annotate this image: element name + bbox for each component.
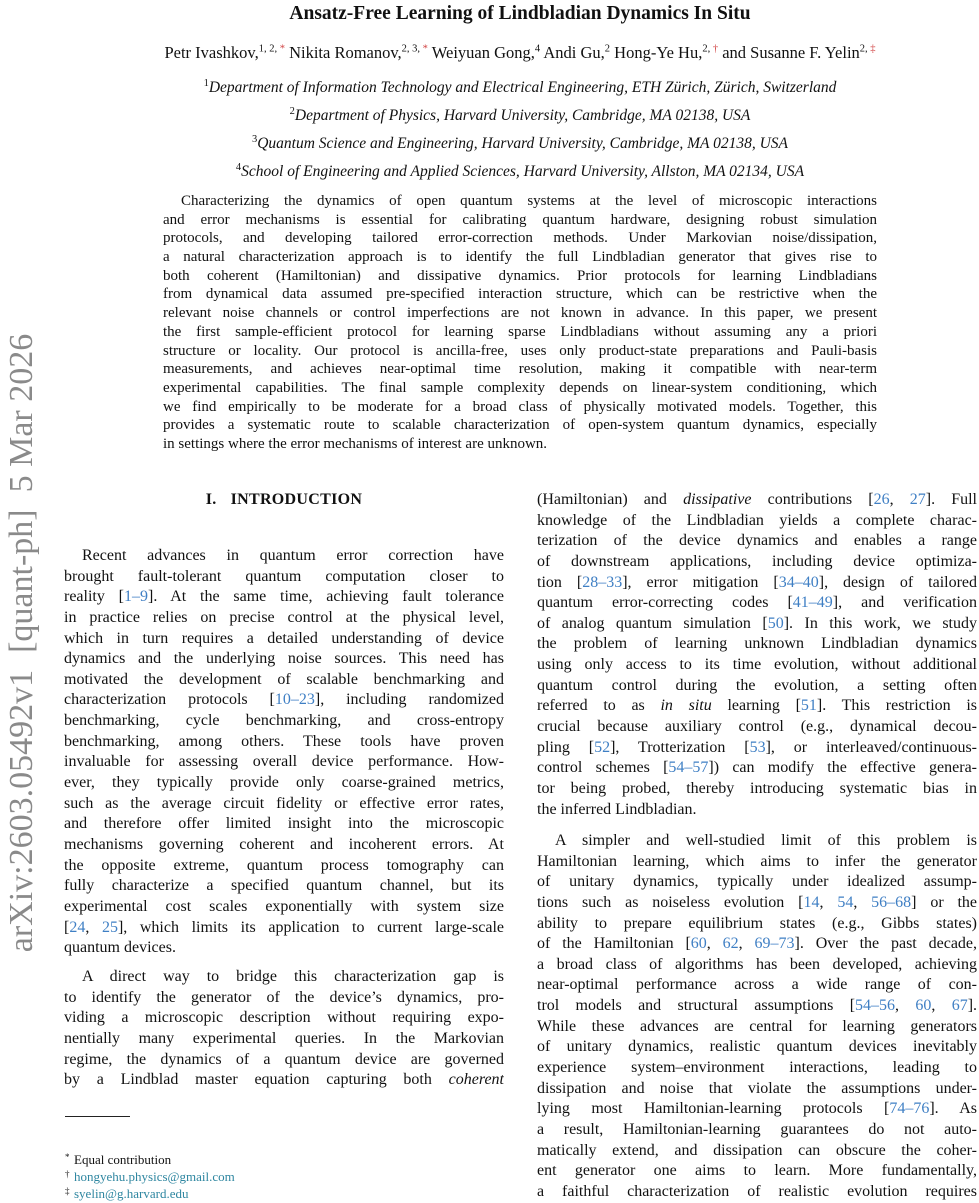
text-line: of unitary dynamics, typically under idealized assump- xyxy=(537,873,977,891)
citation-link[interactable]: 52 xyxy=(594,738,611,756)
text-line: invaluable for assessing overall device performance. How- xyxy=(64,753,504,771)
text-line: which in turn requires a detailed understanding of device xyxy=(64,629,504,647)
affiliation-numbers: 2, xyxy=(702,43,713,55)
text-line: both coherent (Hamiltonian) and dissipative dynamics. Prior protocols for learning Lindbladians xyxy=(163,267,877,284)
affiliation-number: 2 xyxy=(289,106,295,117)
section-number: I. xyxy=(205,491,217,508)
citation-link[interactable]: 24 xyxy=(69,918,86,936)
text-line: of downstream applications, including device optimiza- xyxy=(537,552,977,570)
text-line: benchmarking, cycle benchmarking, and cross-entropy xyxy=(64,712,504,730)
citation-link[interactable]: 60 xyxy=(915,997,932,1015)
text-line: and error mechanisms is essential for calibrating quantum hardware, designing robust simulation xyxy=(163,211,877,228)
citation-link[interactable]: 62 xyxy=(722,935,739,953)
text-line: using only access to its time evolution, without additional xyxy=(537,656,977,674)
affiliation-text: Quantum Science and Engineering, Harvard University, Cambridge, MA 02138, USA xyxy=(257,135,789,153)
text-line: (Hamiltonian) and dissipative contributions [26, 27]. Full xyxy=(537,491,977,508)
author-name: Hong-Ye Hu, xyxy=(610,43,703,62)
citation-link[interactable]: 54–57 xyxy=(668,759,709,777)
text-line: a faithful characterization of realistic evolution requires xyxy=(537,1182,977,1200)
footnote-mark[interactable]: * xyxy=(279,43,285,55)
text-line: a natural characterization approach is to identify the full Lindbladian generator that gives rise to xyxy=(163,249,877,266)
citation-link[interactable]: 67 xyxy=(951,997,968,1015)
text-line: quantum devices. xyxy=(64,939,176,957)
text-line: experimental cost scales exponentially with system size xyxy=(64,897,504,915)
footnote-divider xyxy=(65,1116,130,1117)
text-line: structure or locality. Our protocol is ancilla-free, uses only product-state preparations and Pauli-basis xyxy=(163,342,877,359)
footnote-mark[interactable]: * xyxy=(422,43,428,55)
text-line: motivated the development of scalable benchmarking and xyxy=(64,670,504,688)
text-line: benchmarking, among others. These tools have proven xyxy=(64,732,504,750)
text-line: measurements, and achieves near-optimal time resolution, making it compatible with near-term xyxy=(163,361,877,378)
text-line: such as the average circuit fidelity or effective error rates, xyxy=(64,794,504,812)
affiliation-number: 4 xyxy=(235,162,242,173)
affiliation xyxy=(0,106,979,125)
paper-title: Ansatz-Free Learning of Lindbladian Dynamics In Situ xyxy=(289,3,751,24)
author-list xyxy=(0,43,979,63)
citation-link[interactable]: 1–9 xyxy=(124,588,148,606)
arxiv-identifier-sidebar: arXiv:2603.05492v1 [quant-ph] 5 Mar 2026 xyxy=(3,333,40,953)
author xyxy=(164,43,285,62)
text-line: provides a systematic route to scalable characterization of open-system quantum dynamics, especially xyxy=(163,417,877,434)
section-heading-introduction xyxy=(64,490,504,510)
paragraph xyxy=(64,967,504,1091)
text-line: in practice relies on precise control at the physical level, xyxy=(64,608,504,626)
text-line: lying most Hamiltonian-learning protocols [74–76]. As xyxy=(537,1100,977,1118)
affiliation-numbers: 1, 2, xyxy=(258,43,280,55)
affiliation-number: 3 xyxy=(251,134,258,145)
footnote-mark: * xyxy=(65,1152,70,1162)
author-name: Weiyuan Gong, xyxy=(427,43,535,62)
text-line: relevant noise channels or control imperfections are not known in advance. In this paper, we present xyxy=(163,305,877,322)
text-line: and therefore offer limited insight into the microscopic xyxy=(64,815,504,833)
text-line: mechanisms governing coherent and incoherent errors. At xyxy=(64,835,504,853)
text-line: Hamiltonian learning, which aims to infer the generator xyxy=(537,852,977,870)
abstract xyxy=(163,192,877,454)
author xyxy=(610,43,718,62)
citation-link[interactable]: 50 xyxy=(767,614,784,632)
emphasis: coherent xyxy=(448,1071,504,1089)
text-line: the opposite extreme, quantum process tomography can xyxy=(64,856,504,874)
text-line: brought fault-tolerant quantum computation closer to xyxy=(64,567,504,585)
text-line: tion [28–33], error mitigation [34–40], design of tailored xyxy=(537,573,977,591)
affiliation-numbers: 4 xyxy=(534,43,541,55)
citation-link[interactable]: 41–49 xyxy=(792,594,833,612)
text-line: of the Hamiltonian [60, 62, 69–73]. Over the past decade, xyxy=(537,935,977,953)
text-line: characterization protocols [10–23], including randomized xyxy=(64,691,504,709)
text-line: tions such as noiseless evolution [14, 54, 56–68] or the xyxy=(537,893,977,911)
text-line: crucial because auxiliary control (e.g., dynamical decou- xyxy=(537,718,977,736)
citation-link[interactable]: 10–23 xyxy=(274,691,315,709)
text-line: [24, 25], which limits its application to current large-scale xyxy=(64,918,504,936)
citation-link[interactable]: 34–40 xyxy=(778,573,819,591)
author xyxy=(718,43,875,62)
citation-link[interactable]: 69–73 xyxy=(754,935,795,953)
text-line: by a Lindblad master equation capturing both coherent xyxy=(64,1071,504,1089)
author-affiliation-sup xyxy=(259,44,285,55)
text-line: referred to as in situ learning [51]. This restriction is xyxy=(537,697,977,715)
affiliation-text: Department of Physics, Harvard University, Cambridge, MA 02138, USA xyxy=(294,107,751,125)
text-line: A direct way to bridge this characterization gap is xyxy=(82,968,504,985)
affiliation xyxy=(0,162,979,181)
email-link[interactable]: syelin@g.harvard.edu xyxy=(74,1186,189,1201)
author-name: and Susanne F. Yelin xyxy=(718,43,860,62)
affiliation-text: Department of Information Technology and Electrical Engineering, ETH Zürich, Zürich, Switzerland xyxy=(208,79,837,97)
author xyxy=(540,43,610,62)
citation-link[interactable]: 56–68 xyxy=(871,893,912,911)
author-affiliation-sup xyxy=(702,44,718,55)
affiliation-text: School of Engineering and Applied Sciences, Harvard University, Allston, MA 02134, USA xyxy=(241,163,805,181)
author-name: Nikita Romanov, xyxy=(284,43,402,62)
text-line: viding a microscopic description without requiring expo- xyxy=(64,1009,504,1027)
citation-link[interactable]: 53 xyxy=(749,738,766,756)
citation-link[interactable]: 25 xyxy=(101,918,118,936)
text-line: of unitary dynamics, realistic quantum devices inevitably xyxy=(537,1038,977,1056)
footnote-email xyxy=(65,1183,189,1202)
text-line: quantum error-correcting codes [41–49], and verification xyxy=(537,594,977,612)
email-link[interactable]: hongyehu.physics@gmail.com xyxy=(74,1169,235,1184)
text-line: terization of the device dynamics and enables a range xyxy=(537,532,977,550)
emphasis: dissipative xyxy=(683,491,752,508)
text-line: Characterizing the dynamics of open quantum systems at the level of microscopic interactions xyxy=(181,193,877,209)
footnote-mark: † xyxy=(65,1169,70,1179)
text-line: in settings where the error mechanisms of interest are unknown. xyxy=(163,435,548,452)
affiliation xyxy=(0,78,979,97)
affiliation-numbers: 2 xyxy=(604,43,611,55)
text-line: control schemes [54–57]) can modify the effective genera- xyxy=(537,759,977,777)
text-line: we find empirically to be moderate for a broad class of physically motivated models. Together, this xyxy=(163,398,877,415)
text-line: While these advances are central for learning generators xyxy=(537,1017,977,1035)
author-affiliation-sup xyxy=(402,44,428,55)
affiliation xyxy=(0,134,979,153)
text-line: Recent advances in quantum error correction have xyxy=(82,547,504,564)
author xyxy=(428,43,540,62)
text-line: a broad class of algorithms has been developed, achieving xyxy=(537,955,977,973)
citation-link[interactable]: 51 xyxy=(800,697,817,715)
text-line: to identify the generator of the device’s dynamics, pro- xyxy=(64,988,504,1006)
citation-link[interactable]: 60 xyxy=(690,935,707,953)
text-line: near-optimal performance across a wide range of con- xyxy=(537,976,977,994)
text-line: knowledge of the Lindbladian yields a complete charac- xyxy=(537,511,977,529)
text-line: protocols, and developing tailored error-correction methods. Under Markovian noise/dissipation, xyxy=(163,230,877,247)
text-line: of analog quantum simulation [50]. In this work, we study xyxy=(537,614,977,632)
author xyxy=(285,43,428,62)
footnote-mark[interactable]: † xyxy=(712,43,719,55)
text-line: ent generator one aims to learn. More fundamentally, xyxy=(537,1162,977,1180)
citation-link[interactable]: 54 xyxy=(837,893,854,911)
text-line: quantum control during the evolution, a setting often xyxy=(537,676,977,694)
citation-link[interactable]: 14 xyxy=(803,893,820,911)
text-line: the inferred Lindbladian. xyxy=(537,800,697,818)
text-line: experimental capabilities. The final sample complexity depends on linear-system conditioning, which xyxy=(163,379,877,396)
paragraph xyxy=(537,831,977,1203)
text-line: experience system–environment interactions, leading to xyxy=(537,1059,977,1077)
citation-link[interactable]: 28–33 xyxy=(582,573,623,591)
affiliation-number: 1 xyxy=(203,78,209,89)
text-line: dissipation and noise that violate the assumptions under- xyxy=(537,1079,977,1097)
emphasis: in situ xyxy=(660,697,712,715)
text-line: the first sample-efficient protocol for learning sparse Lindbladians without assuming any a priori xyxy=(163,323,877,340)
footnote-mark: ‡ xyxy=(65,1186,70,1196)
text-line: from dynamical data assumed pre-specified interaction structure, which can be restrictive when the xyxy=(163,286,877,303)
paragraph xyxy=(537,490,977,820)
citation-link[interactable]: 54–56 xyxy=(855,997,896,1015)
text-line: a result, Hamiltonian-learning guarantees do not auto- xyxy=(537,1120,977,1138)
author-affiliation-sup xyxy=(860,44,876,55)
footnote-text: Equal contribution xyxy=(74,1152,172,1167)
text-line: trol models and structural assumptions [54–56, 60, 67]. xyxy=(537,997,977,1015)
text-line: reality [1–9]. At the same time, achieving fault tolerance xyxy=(64,588,504,606)
text-line: matically extend, and dissipation can obscure the coher- xyxy=(537,1141,977,1159)
text-line: fully characterize a specified quantum channel, but its xyxy=(64,877,504,895)
text-line: A simpler and well-studied limit of this problem is xyxy=(555,832,977,849)
text-line: tor being probed, thereby introducing systematic bias in xyxy=(537,779,977,797)
citation-link[interactable]: 27 xyxy=(909,491,926,508)
citation-link[interactable]: 26 xyxy=(873,491,890,508)
text-line: regime, the dynamics of a quantum device are governed xyxy=(64,1050,504,1068)
citation-link[interactable]: 74–76 xyxy=(889,1100,930,1118)
text-line: dynamics and the underlying noise sources. This need has xyxy=(64,650,504,668)
affiliation-numbers: 2, xyxy=(859,43,871,55)
paragraph xyxy=(64,546,504,959)
section-title: INTRODUCTION xyxy=(230,491,363,508)
author-name: Petr Ivashkov, xyxy=(164,43,259,62)
affiliation-numbers: 2, 3, xyxy=(401,43,423,55)
text-line: nentially many experimental queries. In the Markovian xyxy=(64,1029,504,1047)
footnote-mark[interactable]: ‡ xyxy=(870,43,876,55)
text-line: the problem of learning unknown Lindbladian dynamics xyxy=(537,635,977,653)
text-line: pling [52], Trotterization [53], or interleaved/continuous- xyxy=(537,738,977,756)
text-line: ever, they typically provide only coarse-grained metrics, xyxy=(64,774,504,792)
author-name: Andi Gu, xyxy=(540,43,605,62)
text-line: ability to prepare equilibrium states (e.g., Gibbs states) xyxy=(537,914,977,932)
